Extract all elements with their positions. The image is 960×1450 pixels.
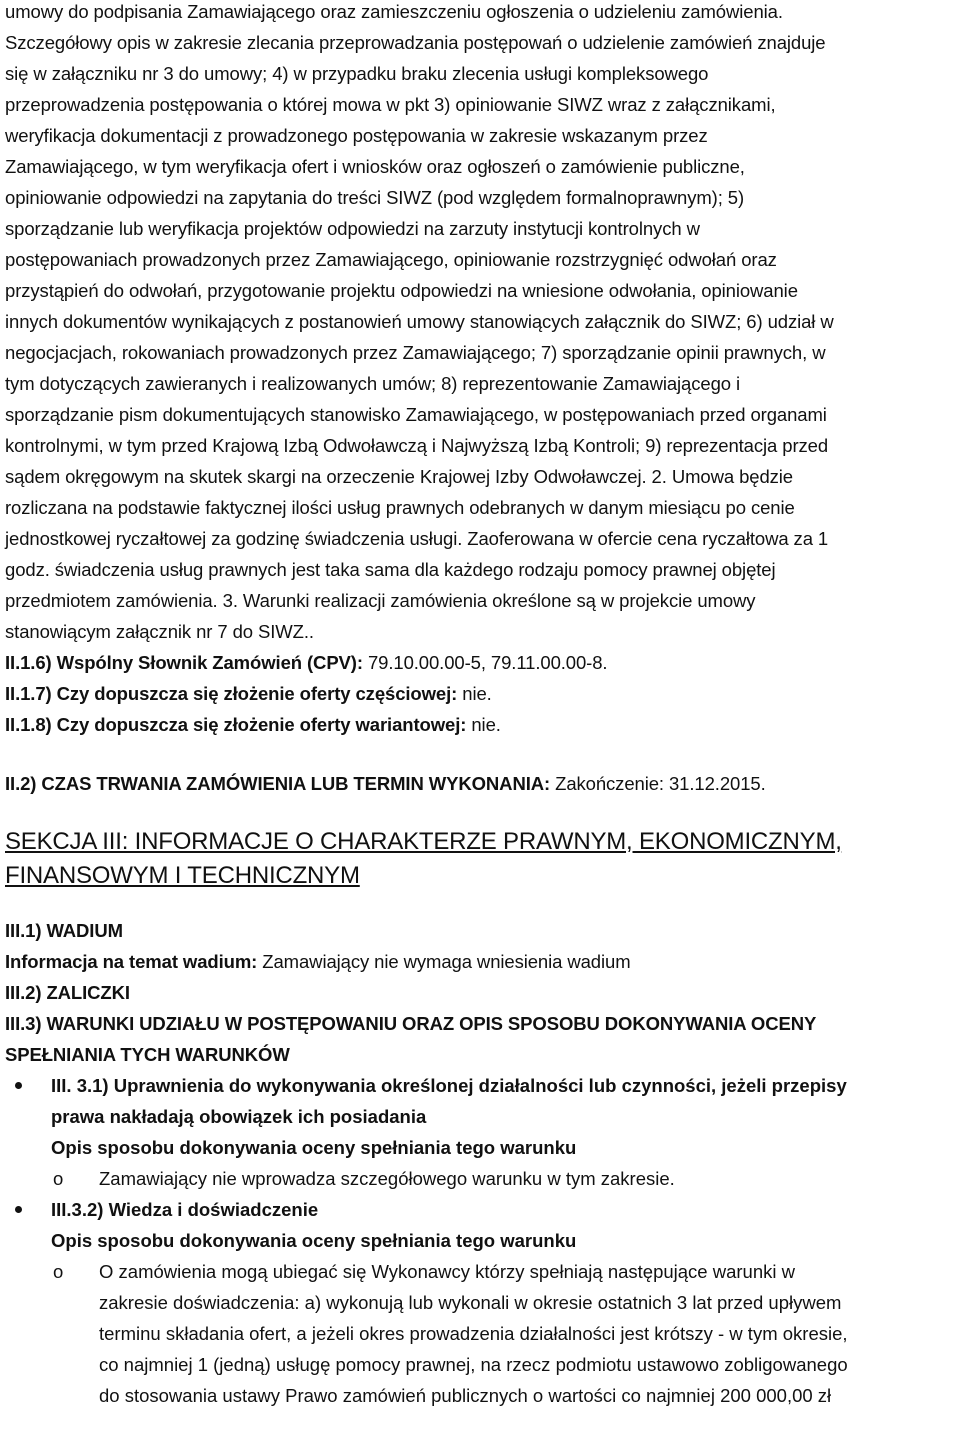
intro-line: przeprowadzenia postępowania o której mowa w pkt 3) opiniowanie SIWZ wraz z załącznikami, <box>5 94 776 115</box>
intro-line: rozliczana na podstawie faktycznej ilości usług prawnych odebranych w danym miesiącu po cenie <box>5 497 795 518</box>
intro-line: jednostkowej ryczałtowej za godzinę świadczenia usługi. Zaoferowana w ofercie cena ryczałtowa za 1 <box>5 528 829 549</box>
warunki-heading-line: SPEŁNIANIA TYCH WARUNKÓW <box>5 1044 290 1065</box>
duration-row <box>5 768 955 799</box>
intro-line: innych dokumentów wynikających z postanowień umowy stanowiących załącznik do SIWZ; 6) udział w <box>5 311 834 332</box>
assessment-label: Opis sposobu dokonywania oceny spełniania tego warunku <box>51 1137 577 1158</box>
condition-title-line: III. 3.1) Uprawnienia do wykonywania określonej działalności lub czynności, jeżeli przepisy <box>51 1075 847 1096</box>
cpv-value: 79.10.00.00-5, 79.11.00.00-8. <box>362 652 608 673</box>
intro-line: Zamawiającego, w tym weryfikacja ofert i wniosków oraz ogłoszeń o zamówienie publiczne, <box>5 156 745 177</box>
warunki-heading-line: III.3) WARUNKI UDZIAŁU W POSTĘPOWANIU ORAZ OPIS SPOSOBU DOKONYWANIA OCENY <box>5 1013 817 1034</box>
intro-line: sporządzanie pism dokumentujących stanowisko Zamawiającego, w postępowaniach przed organami <box>5 404 827 425</box>
intro-line: Szczegółowy opis w zakresie zlecania przeprowadzania postępowań o udzielenie zamówień znajduje <box>5 32 826 53</box>
intro-line: się w załączniku nr 3 do umowy; 4) w przypadku braku zlecenia usługi kompleksowego <box>5 63 709 84</box>
warunki-heading <box>5 1008 955 1070</box>
assessment-label: Opis sposobu dokonywania oceny spełniania tego warunku <box>51 1230 577 1251</box>
wadium-info-row <box>5 946 955 977</box>
wadium-heading: III.1) WADIUM <box>5 920 123 941</box>
bullet-icon <box>15 1206 22 1213</box>
intro-line: negocjacjach, rokowaniach prowadzonych przez Zamawiającego; 7) sporządzanie opinii prawnych, w <box>5 342 826 363</box>
cpv-row <box>5 647 955 678</box>
variant-offer-row <box>5 709 955 740</box>
intro-line: przystąpień do odwołań, przygotowanie projektu odpowiedzi na wniesione odwołania, opiniowanie <box>5 280 798 301</box>
wadium-info-value: Zamawiający nie wymaga wniesienia wadium <box>257 951 631 972</box>
duration-value: Zakończenie: 31.12.2015. <box>550 773 766 794</box>
sub-item-line: O zamówienia mogą ubiegać się Wykonawcy którzy spełniają następujące warunki w <box>99 1261 795 1282</box>
intro-line: stanowiącym załącznik nr 7 do SIWZ.. <box>5 621 314 642</box>
cpv-label: II.1.6) Wspólny Słownik Zamówień (CPV): <box>5 652 363 673</box>
intro-line: opiniowanie odpowiedzi na zapytania do treści SIWZ (pod względem formalnoprawnym); 5) <box>5 187 745 208</box>
intro-line: tym dotyczących zawieranych i realizowanych umów; 8) reprezentowanie Zamawiającego i <box>5 373 741 394</box>
intro-line: weryfikacja dokumentacji z prowadzonego postępowania w zakresie wskazanym przez <box>5 125 708 146</box>
intro-line: umowy do podpisania Zamawiającego oraz zamieszczeniu ogłoszenia o udzieleniu zamówienia. <box>5 1 783 22</box>
condition-title-line: III.3.2) Wiedza i doświadczenie <box>51 1199 319 1220</box>
sub-item-line: do stosowania ustawy Prawo zamówień publicznych o wartości co najmniej 200 000,00 zł <box>99 1385 832 1406</box>
intro-line: sądem okręgowym na skutek skargi na orzeczenie Krajowej Izby Odwoławczej. 2. Umowa będzie <box>5 466 793 487</box>
circle-bullet-icon: o <box>53 1261 64 1282</box>
partial-offer-value: nie. <box>457 683 492 704</box>
bullet-icon <box>15 1082 22 1089</box>
condition-item-wiedza <box>5 1194 955 1225</box>
condition-title-line: prawa nakładają obowiązek ich posiadania <box>51 1106 427 1127</box>
document-page <box>5 0 955 1411</box>
intro-line: kontrolnymi, w tym przed Krajową Izbą Odwoławczą i Najwyższą Izbą Kontroli; 9) reprezentacja przed <box>5 435 829 456</box>
variant-offer-value: nie. <box>466 714 501 735</box>
section-iii-heading <box>5 825 955 893</box>
wadium-info-label: Informacja na temat wadium: <box>5 951 258 972</box>
intro-line: godz. świadczenia usług prawnych jest taka sama dla każdego rodzaju pomocy prawnej objętej <box>5 559 776 580</box>
sub-item <box>5 1256 955 1411</box>
partial-offer-row <box>5 678 955 709</box>
variant-offer-label: II.1.8) Czy dopuszcza się złożenie oferty wariantowej: <box>5 714 467 735</box>
zaliczki-heading: III.2) ZALICZKI <box>5 982 130 1003</box>
duration-label: II.2) CZAS TRWANIA ZAMÓWIENIA LUB TERMIN WYKONANIA: <box>5 773 551 794</box>
section-iii-heading-line: FINANSOWYM I TECHNICZNYM <box>5 862 360 889</box>
sub-item-line: zakresie doświadczenia: a) wykonują lub wykonali w okresie ostatnich 3 lat przed upływem <box>99 1292 842 1313</box>
sub-item-line: terminu składania ofert, a jeżeli okres prowadzenia działalności jest krótszy - w tym okresie, <box>99 1323 848 1344</box>
intro-line: postępowaniach prowadzonych przez Zamawiającego, opiniowanie rozstrzygnięć odwołań oraz <box>5 249 777 270</box>
sub-item <box>5 1163 955 1194</box>
sub-item-text: Zamawiający nie wprowadza szczegółowego warunku w tym zakresie. <box>99 1168 675 1189</box>
sub-item-line: co najmniej 1 (jedną) usługę pomocy prawnej, na rzecz podmiotu ustawowo zobligowanego <box>99 1354 848 1375</box>
intro-paragraph <box>5 0 955 647</box>
partial-offer-label: II.1.7) Czy dopuszcza się złożenie oferty częściowej: <box>5 683 458 704</box>
condition-item-uprawnienia <box>5 1070 955 1132</box>
intro-line: sporządzanie lub weryfikacja projektów odpowiedzi na zarzuty instytucji kontrolnych w <box>5 218 700 239</box>
circle-bullet-icon: o <box>53 1168 64 1189</box>
section-iii-heading-line: SEKCJA III: INFORMACJE O CHARAKTERZE PRAWNYM, EKONOMICZNYM, <box>5 828 842 855</box>
intro-line: przedmiotem zamówienia. 3. Warunki realizacji zamówienia określone są w projekcie umowy <box>5 590 756 611</box>
